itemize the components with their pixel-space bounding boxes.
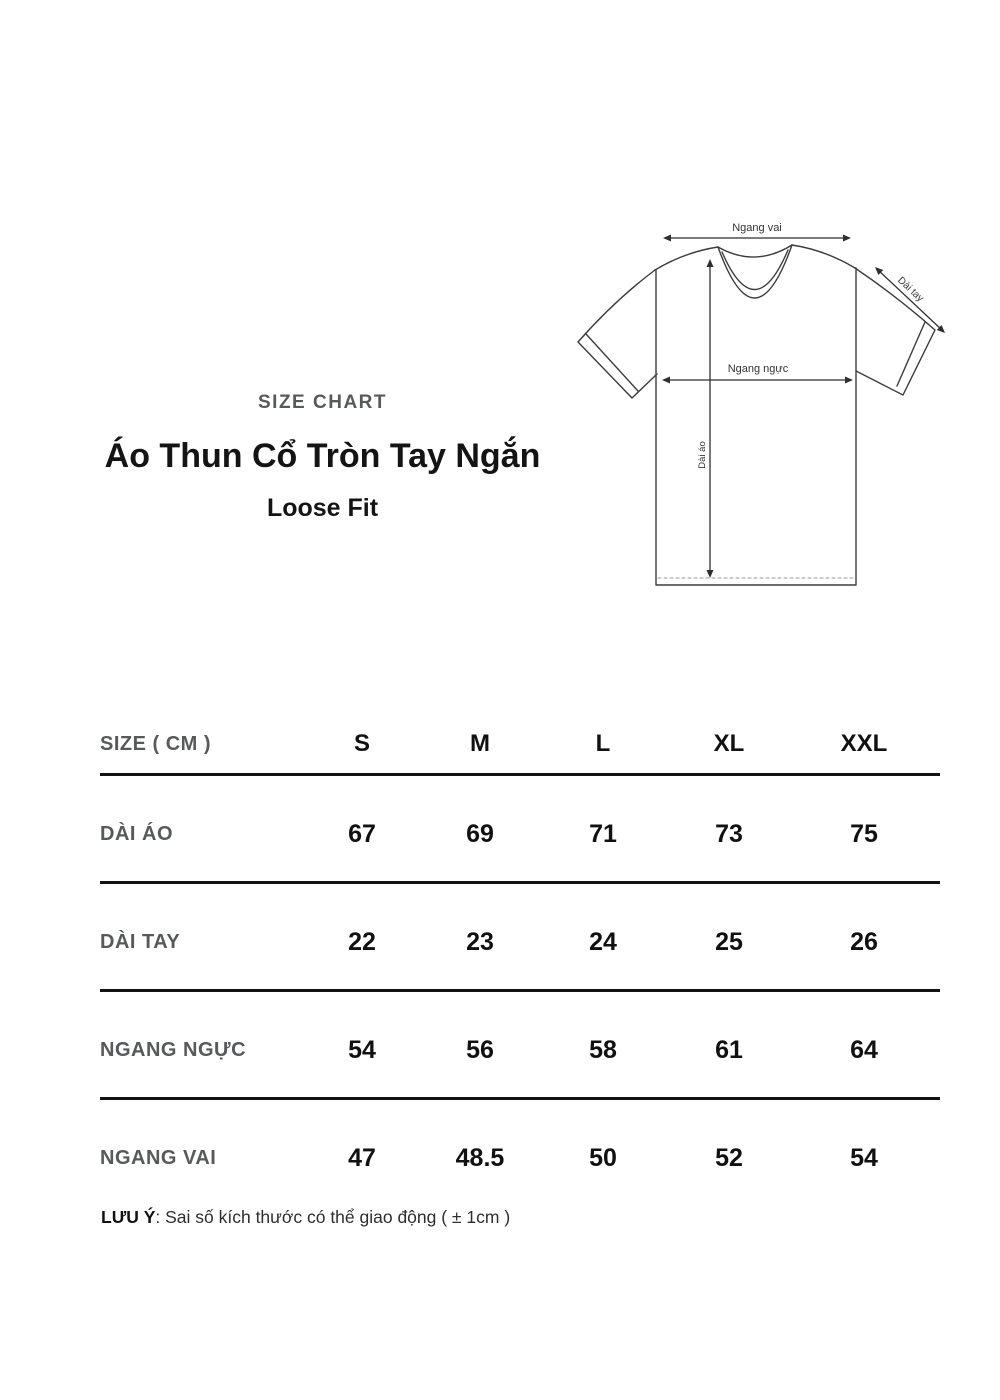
value-dai-ao-xxl: 75 <box>850 820 878 848</box>
tshirt-collar-back <box>718 245 792 257</box>
table-header-row <box>100 715 940 776</box>
column-header-m: M <box>470 730 490 757</box>
tolerance-note-text: : Sai số kích thước có thể giao động ( ± 1cm ) <box>155 1207 511 1227</box>
value-ngang-nguc-s: 54 <box>348 1036 376 1064</box>
tshirt-right-sleeve <box>855 268 935 395</box>
value-dai-tay-m: 23 <box>466 928 494 956</box>
value-dai-tay-xxl: 26 <box>850 928 878 956</box>
value-ngang-nguc-xl: 61 <box>715 1036 743 1064</box>
value-ngang-vai-xxl: 54 <box>850 1144 878 1172</box>
diagram-label-shirt-length: Dài áo <box>697 441 708 469</box>
value-dai-tay-l: 24 <box>589 928 617 956</box>
value-dai-ao-xl: 73 <box>715 820 743 848</box>
value-dai-ao-s: 67 <box>348 820 376 848</box>
tshirt-body-outline <box>656 268 856 585</box>
column-header-s: S <box>353 730 370 757</box>
value-ngang-nguc-l: 58 <box>589 1036 617 1064</box>
page-title: Áo Thun Cổ Tròn Tay Ngắn <box>104 437 541 475</box>
tshirt-right-shoulder <box>792 245 855 268</box>
tshirt-right-cuff-seam <box>897 322 925 386</box>
value-dai-ao-m: 69 <box>466 820 494 848</box>
size-table <box>100 715 940 1205</box>
value-ngang-vai-s: 47 <box>348 1144 376 1172</box>
tshirt-left-cuff-seam <box>586 334 638 391</box>
column-header-xl: XL <box>713 730 745 757</box>
value-dai-ao-l: 71 <box>589 820 617 848</box>
tshirt-left-sleeve <box>578 270 657 398</box>
tshirt-measurement-diagram <box>555 195 975 615</box>
tolerance-note <box>101 1207 510 1228</box>
value-ngang-nguc-m: 56 <box>466 1036 494 1064</box>
table-row-ngang-nguc <box>100 992 940 1100</box>
arrow-dai-tay <box>877 269 943 331</box>
diagram-label-chest-width: Ngang ngực <box>727 363 789 375</box>
eyebrow-size-chart: SIZE CHART <box>258 392 387 413</box>
row-label-dai-ao: DÀI ÁO <box>100 823 173 845</box>
value-dai-tay-xl: 25 <box>715 928 743 956</box>
value-ngang-nguc-xxl: 64 <box>850 1036 878 1064</box>
column-header-l: L <box>595 730 611 757</box>
diagram-label-sleeve-length: Dài tay <box>895 274 926 305</box>
table-row-dai-tay <box>100 884 940 992</box>
value-ngang-vai-l: 50 <box>589 1144 617 1172</box>
value-dai-tay-s: 22 <box>348 928 376 956</box>
diagram-label-shoulder-width: Ngang vai <box>732 222 782 234</box>
value-ngang-vai-xl: 52 <box>715 1144 743 1172</box>
table-row-dai-ao <box>100 776 940 884</box>
tshirt-collar-inner <box>722 250 788 290</box>
fit-subtitle: Loose Fit <box>266 494 379 522</box>
table-row-ngang-vai <box>100 1100 940 1205</box>
row-label-ngang-vai: NGANG VAI <box>100 1147 217 1169</box>
value-ngang-vai-m: 48.5 <box>455 1144 505 1172</box>
column-header-xxl: XXL <box>840 730 888 757</box>
tolerance-note-label: LƯU Ý <box>101 1207 156 1227</box>
row-label-ngang-nguc: NGANG NGỰC <box>100 1039 247 1061</box>
column-header-size-cm: SIZE ( CM ) <box>100 732 212 755</box>
row-label-dai-tay: DÀI TAY <box>100 931 181 953</box>
